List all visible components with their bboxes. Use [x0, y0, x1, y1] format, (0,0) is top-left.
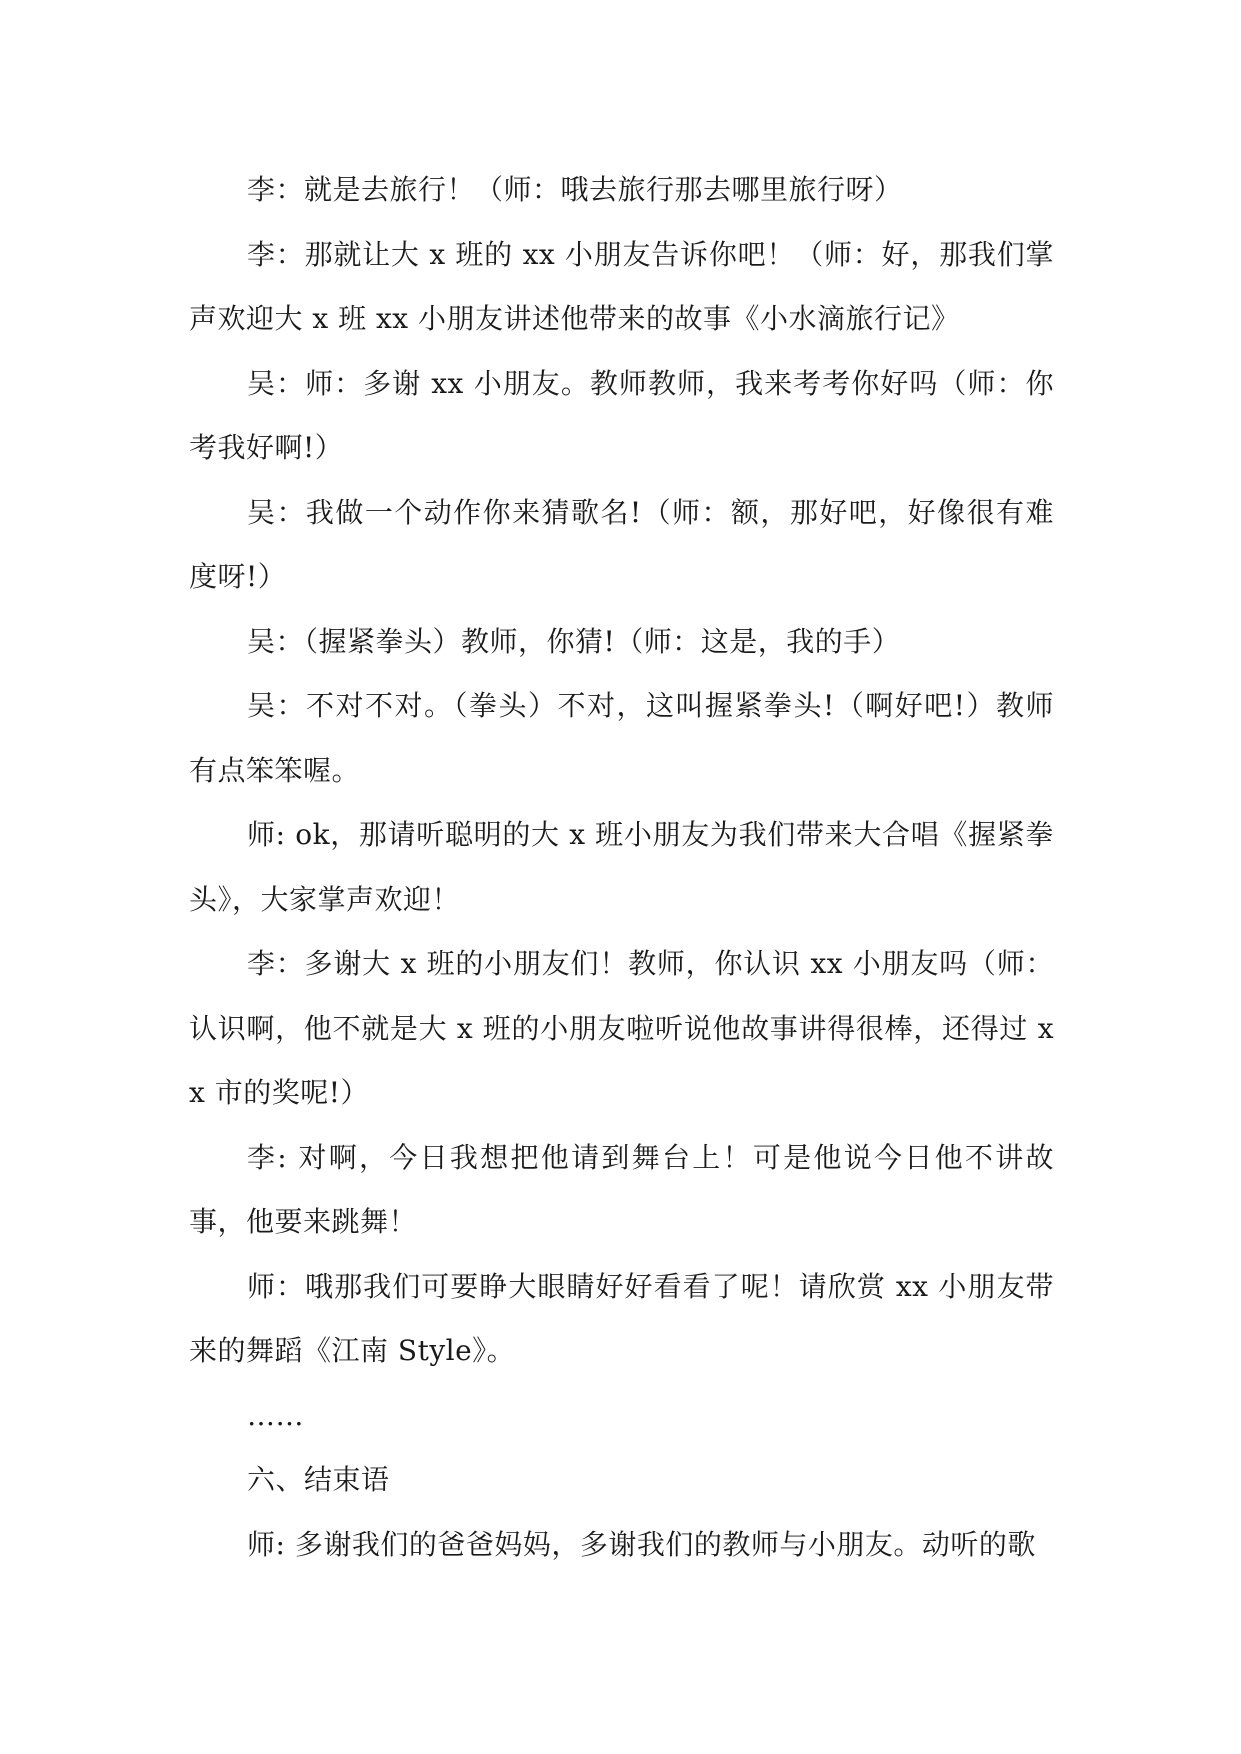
paragraph: 吴：不对不对。（拳头）不对，这叫握紧拳头!（啊好吧!）教师有点笨笨喔。: [189, 689, 1054, 787]
paragraph: 李：那就让大 x 班的 xx 小朋友告诉你吧！（师：好，那我们掌声欢迎大 x 班 xx 小朋友讲述他带来的故事《小水滴旅行记》: [189, 237, 1054, 335]
paragraph: 吴：师：多谢 xx 小朋友。教师教师，我来考考你好吗（师：你考我好啊!）: [189, 366, 1054, 464]
paragraph: 李: 对啊，今日我想把他请到舞台上！可是他说今日他不讲故事，他要来跳舞！: [189, 1140, 1054, 1238]
paragraph: 李：多谢大 x 班的小朋友们！教师，你认识 xx 小朋友吗（师：认识啊，他不就是大 x 班的小朋友啦听说他故事讲得很棒，还得过 xx 市的奖呢!）: [189, 947, 1054, 1109]
paragraph: 李：就是去旅行！（师：哦去旅行那去哪里旅行呀）: [247, 173, 903, 206]
paragraph: 师: 多谢我们的爸爸妈妈，多谢我们的教师与小朋友。动听的歌: [247, 1527, 1036, 1561]
paragraph: 吴：我做一个动作你来猜歌名!（师：额，那好吧，好像很有难度呀!）: [189, 495, 1054, 593]
paragraph: 师: ok，那请听聪明的大 x 班小朋友为我们带来大合唱《握紧拳头》，大家掌声欢迎！: [189, 818, 1054, 916]
paragraph: 师：哦那我们可要睁大眼睛好好看看了呢！请欣赏 xx 小朋友带来的舞蹈《江南 Style》。: [189, 1269, 1054, 1367]
document-page: [189, 158, 1054, 1577]
paragraph: 吴：（握紧拳头）教师，你猜!（师：这是，我的手）: [247, 624, 901, 658]
ellipsis-paragraph: ……: [247, 1398, 304, 1432]
section-heading: 六、结束语: [247, 1463, 390, 1496]
